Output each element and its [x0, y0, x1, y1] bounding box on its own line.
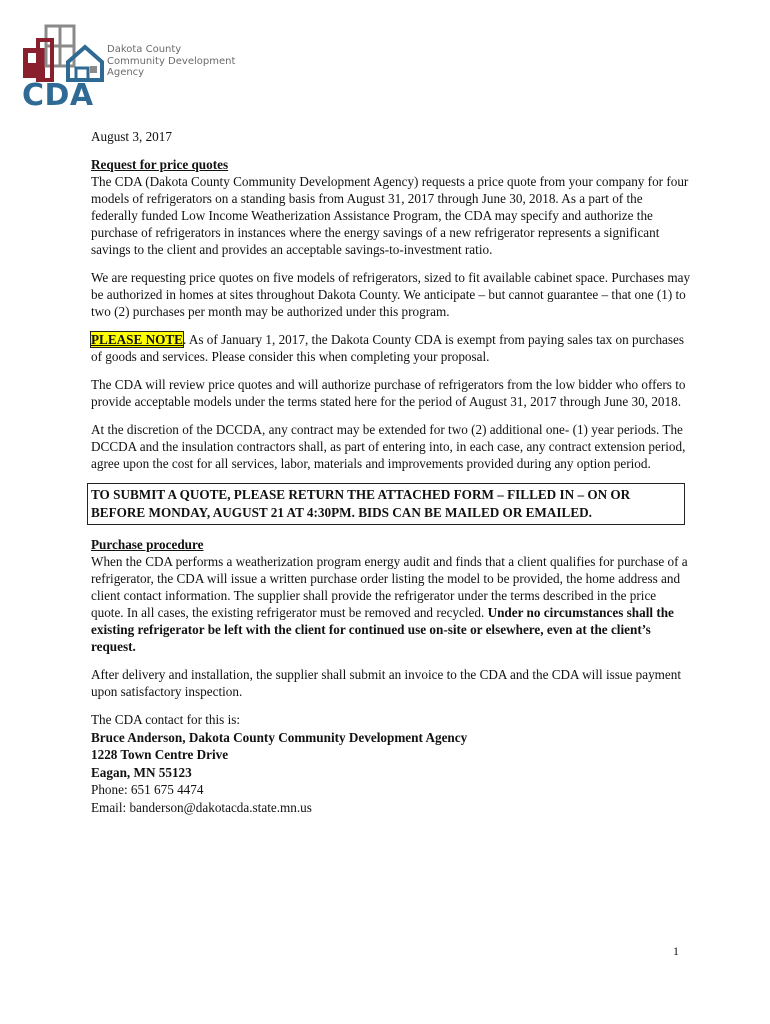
note-text: . As of January 1, 2017, the Dakota County CDA is exempt from paying sales tax on purchases of goods and services. Please consider this when completing your proposal.: [91, 332, 685, 364]
extension-paragraph: At the discretion of the DCCDA, any contract may be extended for two (2) additional one- (1) year periods. The DCCDA and the insulation contractors shall, as part of entering into, in each case, any contract extension period, agree upon the cost for all services, labor, materials and improvements provided during any option period.: [91, 422, 686, 471]
contact-org: Dakota County Community Development Agency: [188, 729, 468, 745]
contact-email: Email: banderson@dakotacda.state.mn.us: [91, 799, 312, 815]
purchase-section: [91, 536, 691, 655]
models-paragraph: We are requesting price quotes on five models of refrigerators, sized to fit available cabinet space. Purchases may be authorized in homes at sites throughout Dakota County. We anticipate – but cannot guarantee – that one (1) to two (2) purchases per month may be authorized under this program.: [91, 270, 691, 319]
contact-name-line: [91, 729, 691, 747]
note-paragraph: [91, 331, 691, 365]
page-number: 1: [673, 944, 679, 958]
org-line-2: Community Development: [107, 55, 236, 67]
letter-date: August 3, 2017: [91, 129, 172, 144]
org-line-3: Agency: [107, 67, 145, 78]
contact-name: Bruce Anderson: [91, 729, 183, 745]
request-heading: Request for price quotes: [91, 157, 229, 172]
contact-city: Eagan, MN 55123: [91, 764, 192, 780]
request-body: The CDA (Dakota County Community Development Agency) requests a price quote from your company for four models of refrigerators on a standing basis from August 31, 2017 through June 30, 2018. As a part of the federally funded Low Income Weatherization Assistance Program, the CDA may specify and authorize the purchase of refrigerators in instances where the energy savings of a new refrigerator represents a significant savings to the client and provides an acceptable savings-to-investment ratio.: [91, 174, 689, 257]
contact-intro: The CDA contact for this is:: [91, 712, 241, 727]
purchase-warning: Under no circumstances shall the existing refrigerator be left with the client for continued use on-site or elsewhere, even at the client’s request.: [91, 605, 674, 654]
org-line-1: Dakota County: [107, 44, 182, 55]
purchase-body: When the CDA performs a weatherization program energy audit and finds that a client qualifies for purchase of a refrigerator, the CDA will issue a written purchase order listing the model to be provided, the home address and client contact information. The supplier shall provide the refrigerator under the terms described in the price quote. In all cases, the existing refrigerator must be removed and recycled.: [91, 554, 688, 620]
org-acronym: CDA: [22, 78, 94, 113]
invoice-paragraph: After delivery and installation, the supplier shall submit an invoice to the CDA and the CDA will issue payment upon satisfactory inspection.: [91, 667, 682, 699]
contact-sep: ,: [182, 729, 189, 745]
contact-street: 1228 Town Centre Drive: [91, 747, 229, 762]
purchase-heading: Purchase procedure: [91, 537, 204, 552]
please-note-label: PLEASE NOTE: [91, 332, 183, 347]
contact-phone: Phone: 651 675 4474: [91, 782, 204, 797]
request-section: [91, 156, 691, 258]
org-name: [107, 44, 235, 79]
review-paragraph: The CDA will review price quotes and will authorize purchase of refrigerators from the low bidder who offers to provide acceptable models under the terms stated here for the period of August 31, 2017 through June 30, 2018.: [91, 377, 686, 409]
submit-instructions-box: TO SUBMIT A QUOTE, PLEASE RETURN THE ATTACHED FORM – FILLED IN – ON OR BEFORE MONDAY, AUGUST 21 AT 4:30PM. BIDS CAN BE MAILED OR EMAILED.: [87, 483, 685, 525]
contact-block: [91, 711, 691, 816]
letter-body: [91, 128, 691, 827]
